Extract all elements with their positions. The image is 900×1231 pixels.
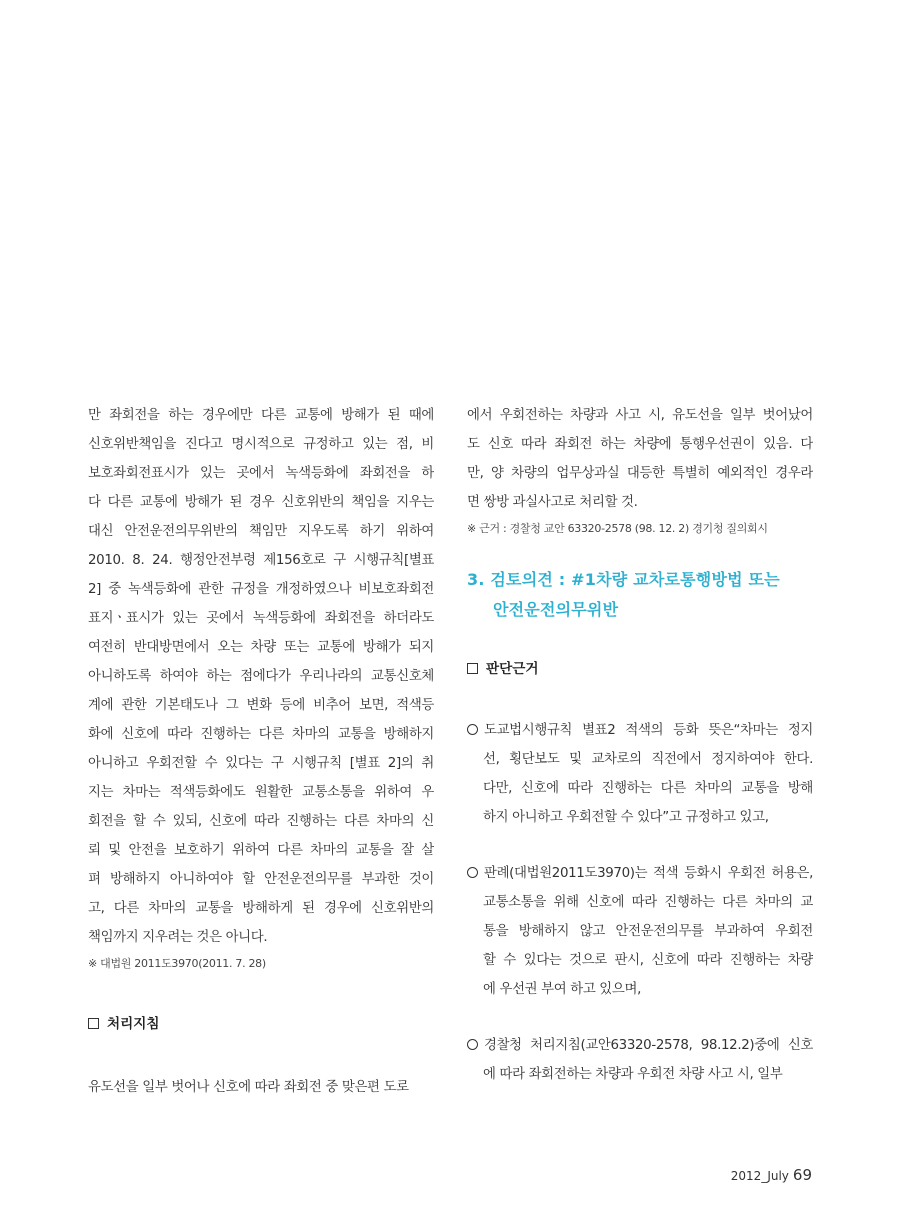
bullet-line: 에 따라 좌회전하는 차량과 우회전 차량 사고 시, 일부: [483, 1067, 783, 1082]
text-line: 유도선을 일부 벗어나 신호에 따라 좌회전 중 맞은편 도로: [88, 1080, 409, 1095]
circle-bullet-icon: [467, 867, 478, 878]
text-line: 아니하도록 하여야 하는 점에다가 우리나라의 교통신호체: [88, 669, 434, 684]
text-line: 만, 양 차량의 업무상과실 대등한 특별히 예외적인 경우라: [467, 466, 813, 481]
circle-bullet-icon: [467, 1039, 478, 1050]
right-column: [467, 401, 813, 1089]
section-title-line: 안전운전의무위반: [493, 600, 619, 619]
bullet-text: 경찰청 처리지침(교안63320-2578, 98.12.2)중에 신호: [484, 1038, 813, 1053]
bullet-line: 교통소통을 위해 신호에 따라 진행하는 다른 차마의 교: [483, 895, 813, 910]
text-line: 화에 신호에 따라 진행하는 다른 차마의 교통을 방해하지: [88, 727, 434, 742]
right-para-1: [467, 401, 813, 517]
text-line: 면 쌍방 과실사고로 처리할 것.: [467, 495, 638, 510]
bullet-line: 다만, 신호에 따라 진행하는 다른 차마의 교통을 방해: [483, 781, 813, 796]
page-number: 69: [792, 1166, 812, 1184]
section-title: [467, 565, 813, 625]
bullet-text: 판례(대법원2011도3970)는 적색 등화시 우회전 허용은,: [484, 866, 813, 881]
square-bullet-icon: [467, 663, 478, 674]
heading-text: 판단근거: [486, 661, 539, 677]
bullet-item: [467, 716, 813, 832]
text-line: 2010. 8. 24. 행정안전부령 제156호로 구 시행규칙[별표: [88, 553, 434, 568]
bullet-line: [467, 1031, 813, 1060]
section-heading: [88, 1010, 434, 1039]
text-line: 2] 중 녹색등화에 관한 규정을 개정하였으나 비보호좌회전: [88, 582, 434, 597]
section-title-line: 3. 검토의견 : #1차량 교차로통행방법 또는: [467, 570, 780, 589]
circle-bullet-icon: [467, 724, 478, 735]
text-line: 여전히 반대방면에서 오는 차량 또는 교통에 방해가 되지: [88, 640, 434, 655]
text-line: 신호위반책임을 진다고 명시적으로 규정하고 있는 점, 비: [88, 437, 434, 452]
text-line: 지는 차마는 적색등화에도 원활한 교통소통을 위하여 우: [88, 785, 434, 800]
text-line: 에서 우회전하는 차량과 사고 시, 유도선을 일부 벗어났어: [467, 408, 813, 423]
text-line: 대신 안전운전의무위반의 책임만 지우도록 하기 위하여: [88, 524, 434, 539]
text-line: 뢰 및 안전을 보호하기 위하여 다른 차마의 교통을 잘 살: [88, 843, 434, 858]
text-line: 회전을 할 수 있되, 신호에 따라 진행하는 다른 차마의 신: [88, 814, 434, 829]
bullet-line: 통을 방해하지 않고 안전운전의무를 부과하여 우회전: [483, 924, 813, 939]
issue-label: 2012_July: [730, 1169, 789, 1183]
heading-text: 처리지침: [107, 1016, 160, 1032]
text-line: 아니하고 우회전할 수 있다는 구 시행규칙 [별표 2]의 취: [88, 756, 434, 771]
text-line: 도 신호 따라 좌회전 하는 차량에 통행우선권이 있음. 다: [467, 437, 813, 452]
bullet-line: [467, 716, 813, 745]
bullet-item: [467, 1031, 813, 1089]
footnote: ※ 근거 : 경찰청 교안 63320-2578 (98. 12. 2) 경기청 질의회시: [467, 522, 768, 535]
text-line: 책임까지 지우려는 것은 아니다.: [88, 930, 268, 945]
text-line: 표지ㆍ표시가 있는 곳에서 녹색등화에 좌회전을 하더라도: [88, 611, 434, 626]
bullet-line: 선, 횡단보도 및 교차로의 직전에서 정지하여야 한다.: [483, 752, 813, 767]
text-line: 보호좌회전표시가 있는 곳에서 녹색등화에 좌회전을 하: [88, 466, 434, 481]
text-line: 펴 방해하지 아니하여야 할 안전운전의무를 부과한 것이: [88, 872, 434, 887]
bullet-line: 에 우선권 부여 하고 있으며,: [483, 982, 641, 997]
text-line: 다 다른 교통에 방해가 된 경우 신호위반의 책임을 지우는: [88, 495, 434, 510]
text-line: 고, 다른 차마의 교통을 방해하게 된 경우에 신호위반의: [88, 901, 434, 916]
left-column: [88, 401, 434, 1102]
bullet-line: 하지 아니하고 우회전할 수 있다”고 규정하고 있고,: [483, 810, 769, 825]
bullet-text: 도교법시행규칙 별표2 적색의 등화 뜻은“차마는 정지: [484, 723, 813, 738]
bullet-item: [467, 859, 813, 1004]
left-para-1: [88, 401, 434, 952]
text-line: 계에 관한 기본태도나 그 변화 등에 비추어 보면, 적색등: [88, 698, 434, 713]
page-footer: [731, 1166, 812, 1184]
bullet-line: 할 수 있다는 것으로 판시, 신호에 따라 진행하는 차량: [483, 953, 813, 968]
section-heading: [467, 655, 813, 684]
footnote: ※ 대법원 2011도3970(2011. 7. 28): [88, 957, 266, 970]
square-bullet-icon: [88, 1018, 99, 1029]
bullet-line: [467, 859, 813, 888]
text-line: 만 좌회전을 하는 경우에만 다른 교통에 방해가 된 때에: [88, 408, 434, 423]
